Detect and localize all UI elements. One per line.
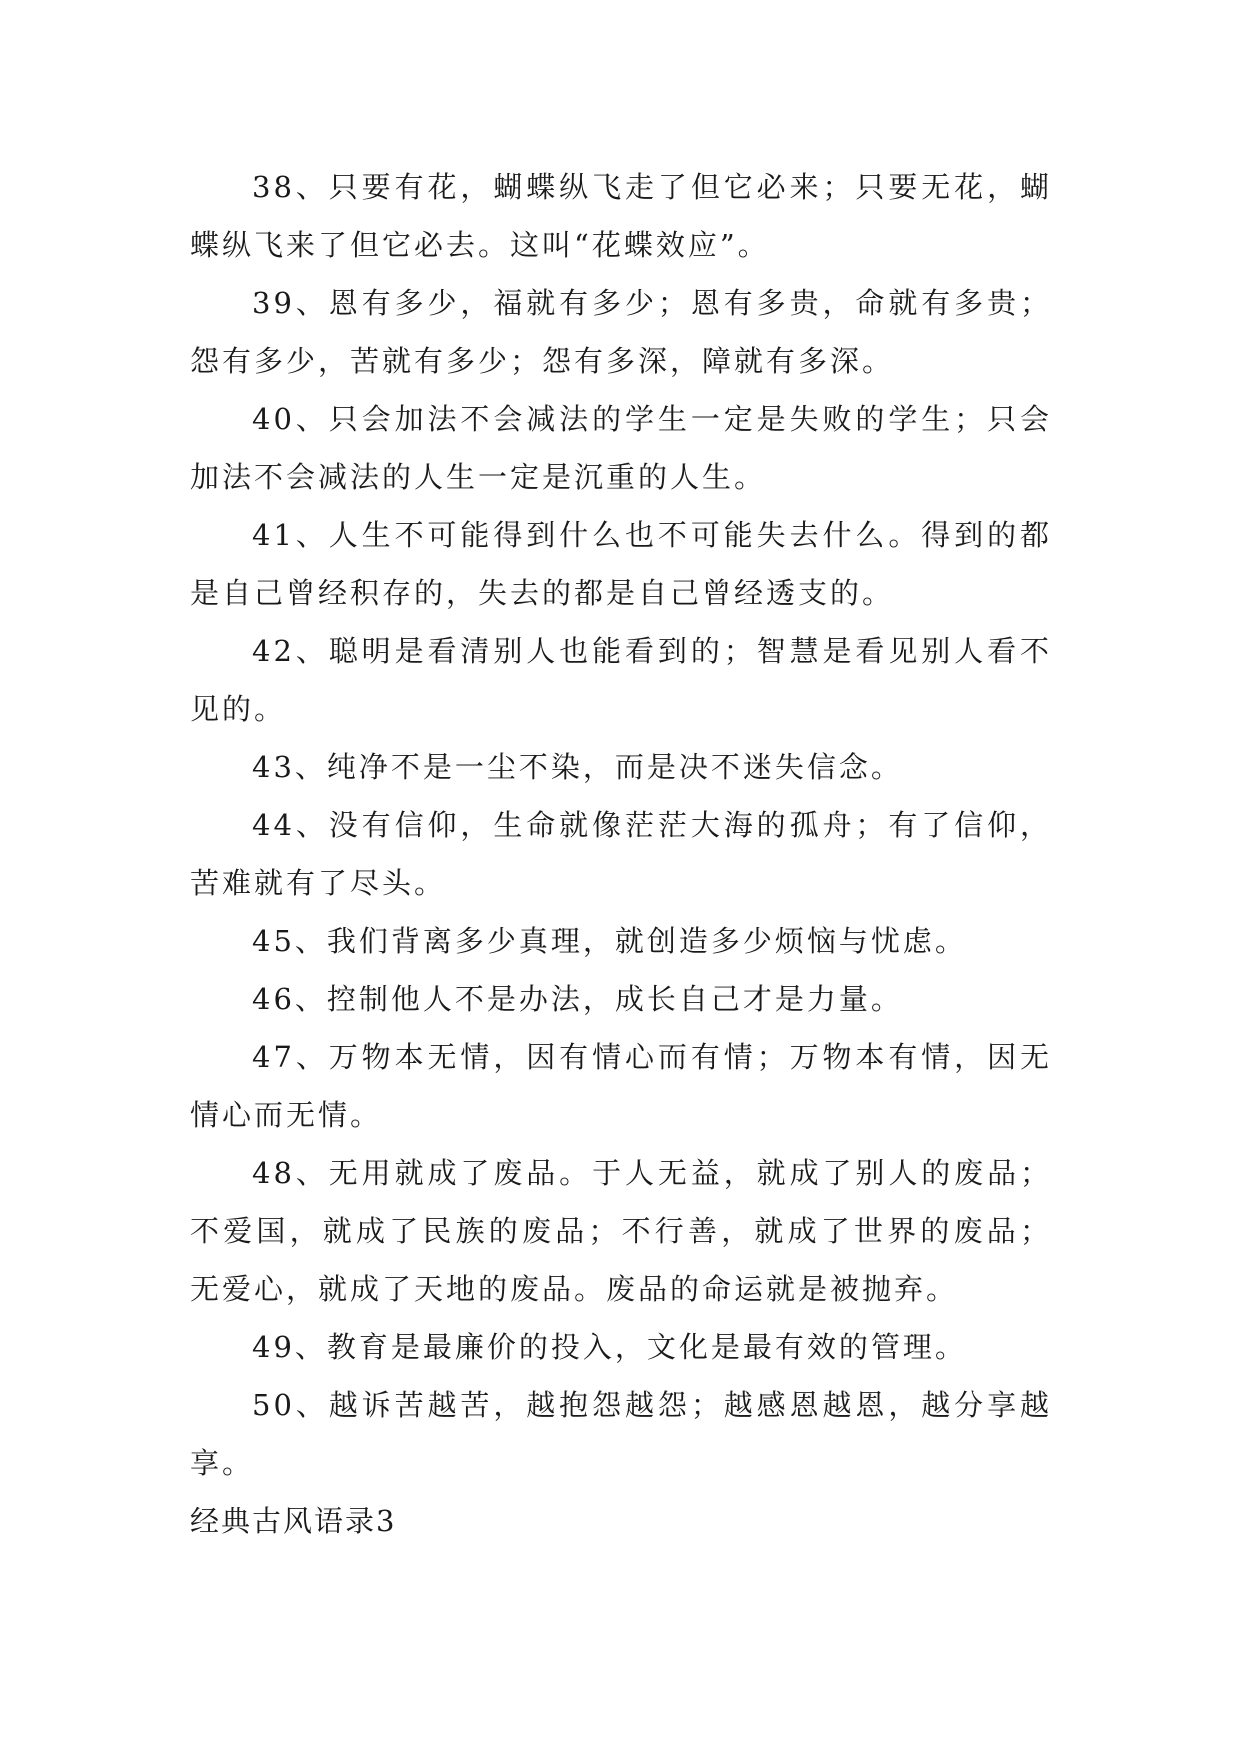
- section-heading: 经典古风语录3: [190, 1504, 397, 1538]
- quote-paragraph-44: 44、没有信仰，生命就像茫茫大海的孤舟；有了信仰，苦难就有了尽头。: [190, 808, 1052, 900]
- quote-paragraph-48: 48、无用就成了废品。于人无益，就成了别人的废品；不爱国，就成了民族的废品；不行善，就成了世界的废品；无爱心，就成了天地的废品。废品的命运就是被抛弃。: [190, 1156, 1052, 1306]
- quote-paragraph-50: 50、越诉苦越苦，越抱怨越怨；越感恩越恩，越分享越享。: [190, 1388, 1052, 1480]
- quote-paragraph-40: 40、只会加法不会减法的学生一定是失败的学生；只会加法不会减法的人生一定是沉重的人生。: [190, 402, 1052, 494]
- quote-paragraph-46: 46、控制他人不是办法，成长自己才是力量。: [252, 982, 903, 1016]
- quote-paragraph-42: 42、聪明是看清别人也能看到的；智慧是看见别人看不见的。: [190, 634, 1052, 726]
- quote-paragraph-45: 45、我们背离多少真理，就创造多少烦恼与忧虑。: [252, 924, 967, 958]
- document-page: [190, 158, 1052, 1550]
- quote-paragraph-43: 43、纯净不是一尘不染，而是决不迷失信念。: [252, 750, 903, 784]
- quote-paragraph-47: 47、万物本无情，因有情心而有情；万物本有情，因无情心而无情。: [190, 1040, 1052, 1132]
- quote-paragraph-41: 41、人生不可能得到什么也不可能失去什么。得到的都是自己曾经积存的，失去的都是自己曾经透支的。: [190, 518, 1052, 610]
- quote-paragraph-49: 49、教育是最廉价的投入，文化是最有效的管理。: [252, 1330, 967, 1364]
- quote-paragraph-39: 39、恩有多少，福就有多少；恩有多贵，命就有多贵；怨有多少，苦就有多少；怨有多深，障就有多深。: [190, 286, 1052, 378]
- quote-paragraph-38: 38、只要有花，蝴蝶纵飞走了但它必来；只要无花，蝴蝶纵飞来了但它必去。这叫“花蝶效应”。: [190, 170, 1052, 262]
